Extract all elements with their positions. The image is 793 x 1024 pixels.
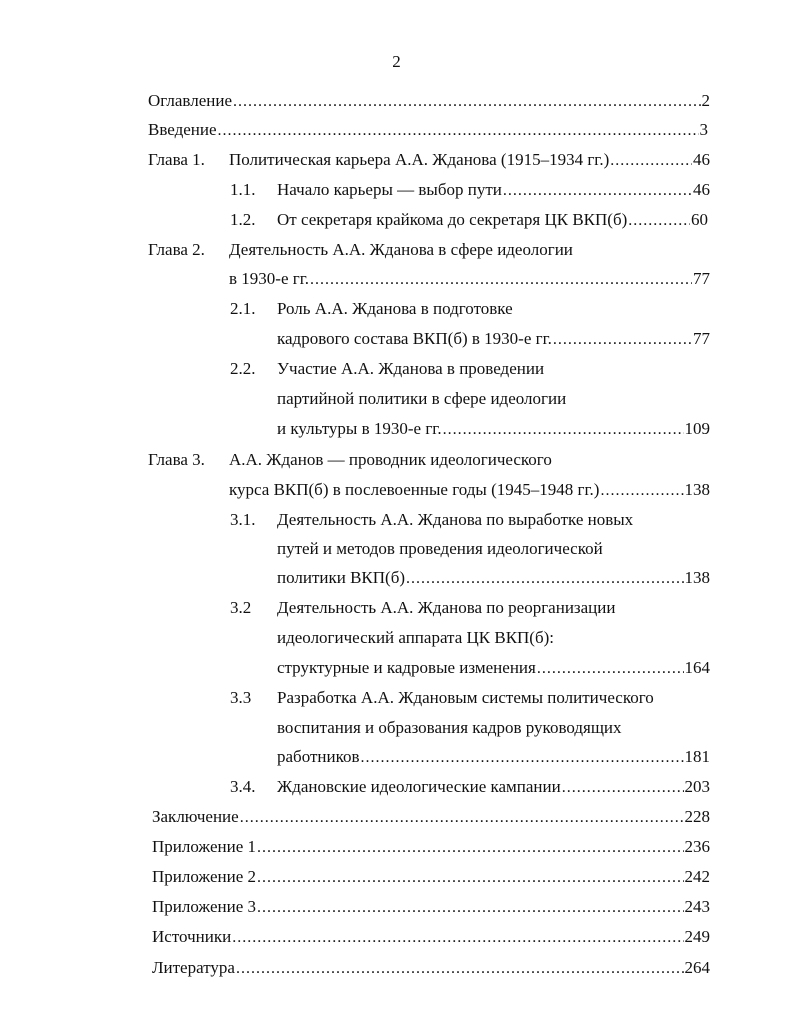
toc-page-number: 181 <box>684 747 710 766</box>
toc-entry-title: и культуры в 1930-е гг. <box>277 419 442 438</box>
toc-entry-section-1-1 <box>230 175 710 205</box>
toc-entry-title: партийной политики в сфере идеологии <box>277 389 567 408</box>
toc-page-number: 3 <box>699 120 708 139</box>
dot-leader <box>232 923 683 953</box>
toc-entry-chapter-3-cont <box>229 475 710 505</box>
toc-entry-title: От секретаря крайкома до секретаря ЦК ВКП(б) <box>277 210 628 229</box>
toc-entry-section-2-1 <box>230 294 710 324</box>
toc-entry-chapter-3 <box>148 445 710 475</box>
toc-entry-appendix-1 <box>152 832 710 862</box>
toc-entry-title: Ждановские идеологические кампании <box>277 777 561 796</box>
toc-page-number: 60 <box>691 210 708 229</box>
dot-leader <box>236 954 684 984</box>
chapter-label: Глава 2. <box>148 240 205 259</box>
toc-entry-title: Литература <box>152 958 235 977</box>
dot-leader <box>257 833 684 863</box>
dot-leader <box>553 325 692 355</box>
toc-page-number: 46 <box>693 180 710 199</box>
toc-entry-title: Заключение <box>152 807 239 826</box>
toc-entry-section-3-3 <box>230 683 710 713</box>
toc-entry-section-3-1-cont <box>277 534 710 564</box>
section-number: 3.3 <box>230 688 252 707</box>
section-number: 2.1. <box>230 299 256 318</box>
toc-entry-title: Деятельность А.А. Жданова по выработке новых <box>277 510 634 529</box>
dot-leader <box>406 564 683 594</box>
dot-leader <box>218 116 699 146</box>
toc-page-number: 2 <box>701 91 710 110</box>
toc-entry-title: Политическая карьера А.А. Жданова (1915–1934 гг.) <box>229 150 610 169</box>
toc-entry-title: Введение <box>148 120 217 139</box>
dot-leader <box>503 176 692 206</box>
toc-entry-title: А.А. Жданов — проводник идеологического <box>229 450 552 469</box>
dot-leader <box>537 654 684 684</box>
toc-entry-title: Оглавление <box>148 91 232 110</box>
toc-entry-appendix-2 <box>152 862 710 892</box>
section-number: 2.2. <box>230 359 256 378</box>
toc-entry-title: курса ВКП(б) в послевоенные годы (1945–1948 гг.) <box>229 480 600 499</box>
toc-entry-introduction <box>148 115 708 145</box>
toc-entry-title: путей и методов проведения идеологической <box>277 539 603 558</box>
section-number: 3.4. <box>230 777 256 796</box>
toc-entry-section-3-4 <box>230 772 710 802</box>
toc-entry-title: Приложение 2 <box>152 867 256 886</box>
toc-page-number: 77 <box>693 329 710 348</box>
toc-entry-title: структурные и кадровые изменения <box>277 658 536 677</box>
toc-page-number: 264 <box>684 958 710 977</box>
toc-entry-contents <box>148 86 710 116</box>
toc-entry-section-3-3-cont <box>277 742 710 772</box>
toc-entry-conclusion <box>152 802 710 832</box>
section-number: 1.1. <box>230 180 256 199</box>
toc-page-number: 138 <box>684 480 710 499</box>
section-number: 3.2 <box>230 598 252 617</box>
toc-page-number: 164 <box>684 658 710 677</box>
toc-entry-chapter-1 <box>148 145 710 175</box>
dot-leader <box>240 803 684 833</box>
dot-leader <box>257 863 684 893</box>
toc-entry-section-2-2 <box>230 354 710 384</box>
toc-entry-title: работников <box>277 747 360 766</box>
dot-leader <box>233 87 701 117</box>
toc-entry-section-2-2-cont <box>277 384 710 414</box>
toc-entry-section-2-2-cont <box>277 414 710 444</box>
toc-entry-section-1-2 <box>230 205 708 235</box>
toc-entry-chapter-2 <box>148 235 710 265</box>
toc-entry-sources <box>152 922 710 952</box>
dot-leader <box>562 773 684 803</box>
toc-entry-section-3-2-cont <box>277 623 710 653</box>
section-number: 3.1. <box>230 510 256 529</box>
toc-entry-title: Деятельность А.А. Жданова в сфере идеологии <box>229 240 573 259</box>
toc-entry-section-3-3-cont <box>277 713 710 743</box>
toc-entry-title: в 1930-е гг. <box>229 269 310 288</box>
dot-leader <box>610 146 692 176</box>
dot-leader <box>628 206 690 236</box>
toc-page-number: 228 <box>684 807 710 826</box>
toc-page-number: 242 <box>684 867 710 886</box>
page-number: 2 <box>392 52 401 71</box>
dot-leader <box>257 893 684 923</box>
toc-page-number: 203 <box>684 777 710 796</box>
toc-entry-section-3-1 <box>230 505 710 535</box>
toc-entry-title: кадрового состава ВКП(б) в 1930-е гг. <box>277 329 552 348</box>
toc-page-number: 77 <box>693 269 710 288</box>
toc-entry-title: Приложение 3 <box>152 897 256 916</box>
dot-leader <box>361 743 684 773</box>
toc-entry-appendix-3 <box>152 892 710 922</box>
toc-entry-title: Начало карьеры — выбор пути <box>277 180 502 199</box>
chapter-label: Глава 1. <box>148 150 205 169</box>
dot-leader <box>600 476 683 506</box>
dot-leader <box>310 265 692 295</box>
toc-entry-title: Разработка А.А. Ждановым системы политического <box>277 688 654 707</box>
toc-page-number: 249 <box>684 927 710 946</box>
toc-entry-section-3-1-cont <box>277 563 710 593</box>
toc-entry-title: политики ВКП(б) <box>277 568 406 587</box>
toc-page-number: 236 <box>684 837 710 856</box>
toc-entry-literature <box>152 953 710 983</box>
toc-entry-title: Приложение 1 <box>152 837 256 856</box>
toc-entry-title: Источники <box>152 927 232 946</box>
toc-page-number: 46 <box>693 150 710 169</box>
toc-entry-title: воспитания и образования кадров руководящих <box>277 718 622 737</box>
toc-entry-section-2-1-cont <box>277 324 710 354</box>
toc-page-number: 138 <box>684 568 710 587</box>
section-number: 1.2. <box>230 210 256 229</box>
toc-entry-section-3-2-cont <box>277 653 710 683</box>
toc-entry-title: Участие А.А. Жданова в проведении <box>277 359 545 378</box>
toc-page-number: 109 <box>684 419 710 438</box>
dot-leader <box>443 415 684 445</box>
chapter-label: Глава 3. <box>148 450 205 469</box>
toc-entry-chapter-2-cont <box>229 264 710 294</box>
toc-entry-section-3-2 <box>230 593 710 623</box>
toc-page-number: 243 <box>684 897 710 916</box>
toc-entry-title: Роль А.А. Жданова в подготовке <box>277 299 513 318</box>
toc-entry-title: идеологический аппарата ЦК ВКП(б): <box>277 628 555 647</box>
toc-entry-title: Деятельность А.А. Жданова по реорганизации <box>277 598 616 617</box>
